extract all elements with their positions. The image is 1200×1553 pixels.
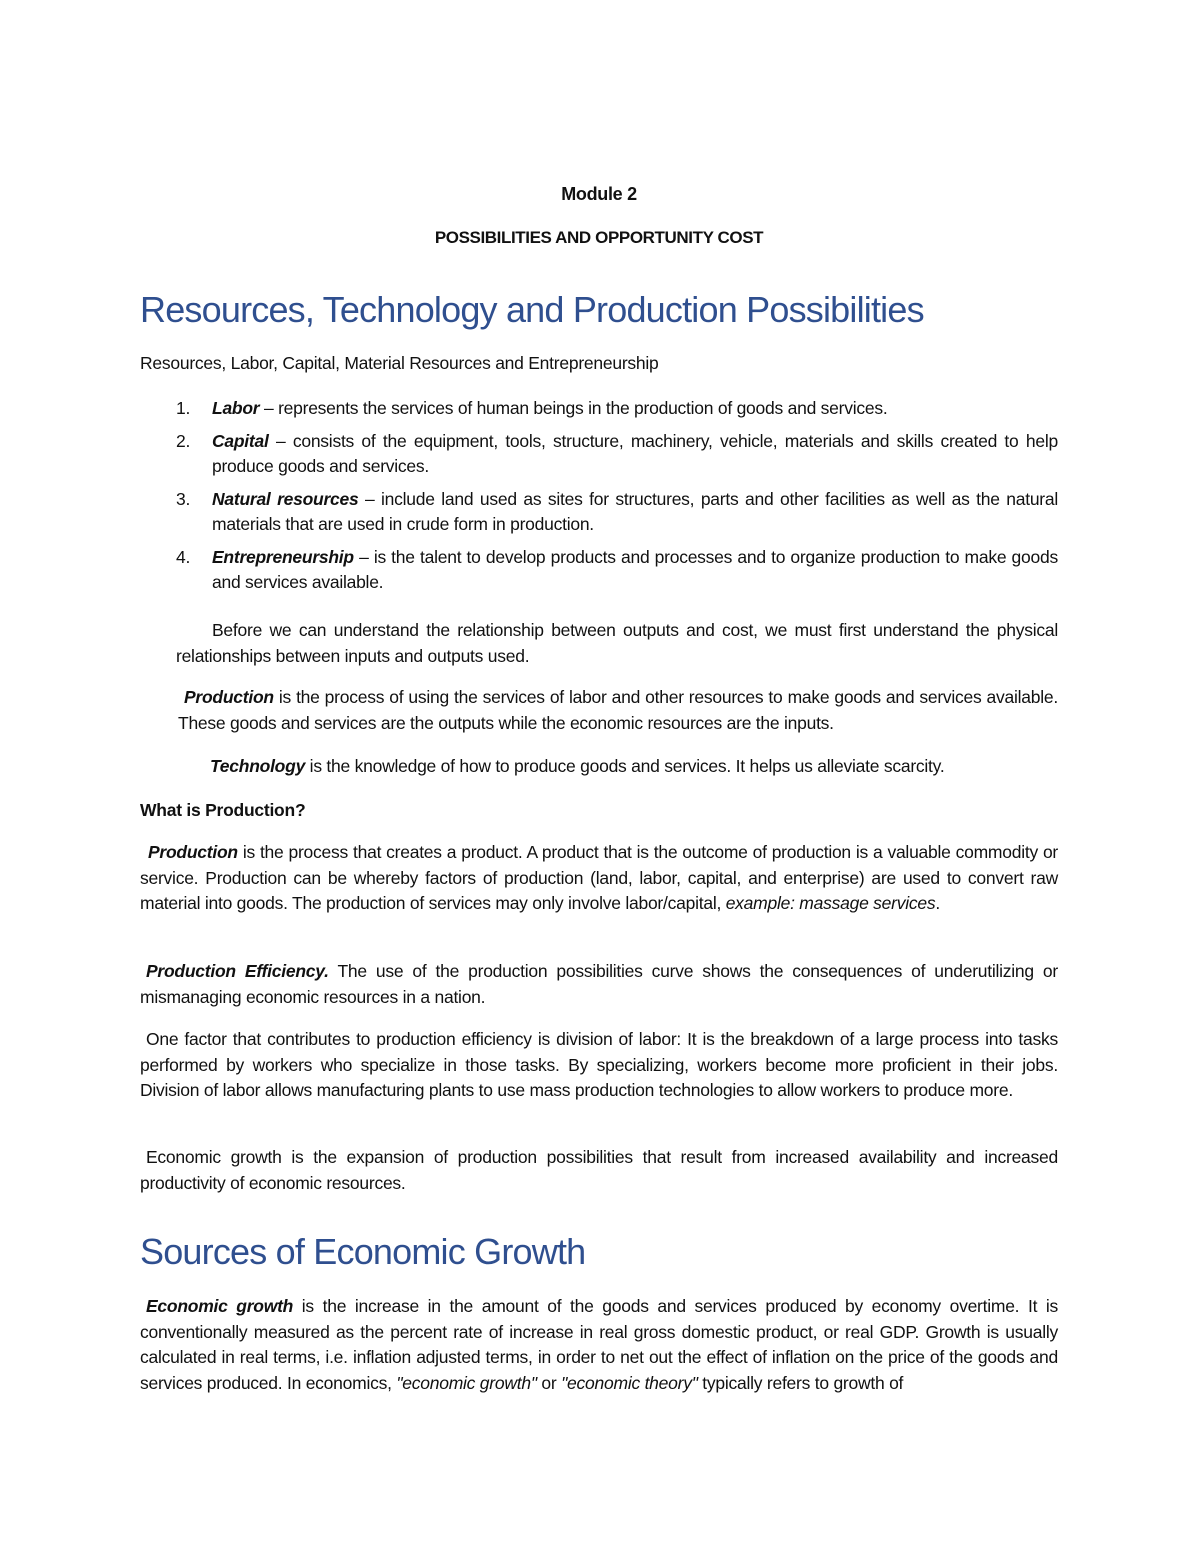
list-text: – is the talent to develop products and processes and to organize production to make goods and services available. [212,546,1058,592]
economic-growth-term: Economic growth [146,1296,294,1316]
efficiency-term: Production Efficiency. [146,961,329,981]
section-heading-resources: Resources, Technology and Production Possibilities [140,289,924,330]
technology-paragraph [210,754,1058,780]
section-heading-sources: Sources of Economic Growth [140,1231,586,1272]
resources-list [140,396,1058,603]
sources-paragraph [140,1294,1058,1396]
technology-text: is the knowledge of how to produce goods and services. It helps us alleviate scarcity. [305,756,945,776]
production-example: example: massage services [725,893,936,913]
list-item [140,545,1058,596]
module-title: Module 2 [561,184,637,204]
or-text: or [536,1372,562,1393]
list-item [140,487,1058,538]
production-term: Production [184,687,274,707]
list-term: Labor [212,398,260,418]
technology-term: Technology [210,756,306,776]
production-term: Production [148,842,238,862]
resources-line: Resources, Labor, Capital, Material Resources and Entrepreneurship [140,353,659,373]
efficiency-text: The use of the production possibilities curve shows the consequences of underutilizing or mismanaging economic resources in a nation. [140,961,1058,1007]
list-number: 1. [176,398,191,418]
list-text: – represents the services of human beings in the production of goods and services. [259,398,888,418]
list-term: Entrepreneurship [212,546,354,567]
document-page [140,0,1058,1553]
list-number: 4. [176,546,191,567]
efficiency-paragraph [140,959,1058,1010]
list-item [140,429,1058,480]
list-number: 2. [176,430,191,451]
list-text: – include land used as sites for structures, parts and other facilities as well as the natural materials that are used in crude form in production. [212,488,1058,534]
production-text: is the process of using the services of labor and other resources to make goods and services available. These goods and services are the outputs while the economic resources are the inputs. [178,687,1058,733]
division-of-labor-paragraph: One factor that contributes to production efficiency is division of labor: It is the breakdown of a large process into tasks performed by workers who specialize in those tasks. By specializing, workers become more proficient in their jobs. Division of labor allows manufacturing plants to use mass production technologies to allow workers to produce more. [140,1029,1058,1100]
list-item [140,396,1058,422]
list-number: 3. [176,488,191,509]
production-definition-paragraph [140,840,1058,917]
list-text: – consists of the equipment, tools, structure, machinery, vehicle, materials and skills created to help produce goods and services. [212,430,1058,476]
before-paragraph: Before we can understand the relationship between outputs and cost, we must first understand the physical relationships between inputs and outputs used. [176,620,1058,666]
quote-economic-theory: "economic theory" [561,1372,698,1393]
sources-text: is the increase in the amount of the goods and services produced by economy overtime. It is conventionally measured as the percent rate of increase in real gross domestic product, or real GDP. Growth is usually calculated in real terms, i.e. inflation adjusted terms, in order to net out the effect of inflation on the price of the goods and services produced. In economics, [140,1296,1059,1393]
sources-end-text: typically refers to growth of [697,1372,904,1393]
production-paragraph [178,685,1058,736]
list-term: Natural resources [212,488,359,509]
module-subtitle: POSSIBILITIES AND OPPORTUNITY COST [434,228,764,247]
economic-growth-paragraph: Economic growth is the expansion of production possibilities that result from increased availability and increased productivity of economic resources. [140,1147,1058,1193]
production-definition-end: . [935,893,940,913]
production-definition-text: is the process that creates a product. A product that is the outcome of production is a valuable commodity or service. Production can be whereby factors of production (land, labor, capital, and enterprise) are used to convert raw material into goods. The production of services may only involve labor/capital, [140,842,1058,913]
what-is-production-heading: What is Production? [140,800,306,820]
quote-economic-growth: "economic growth" [396,1372,537,1393]
list-term: Capital [212,430,269,451]
